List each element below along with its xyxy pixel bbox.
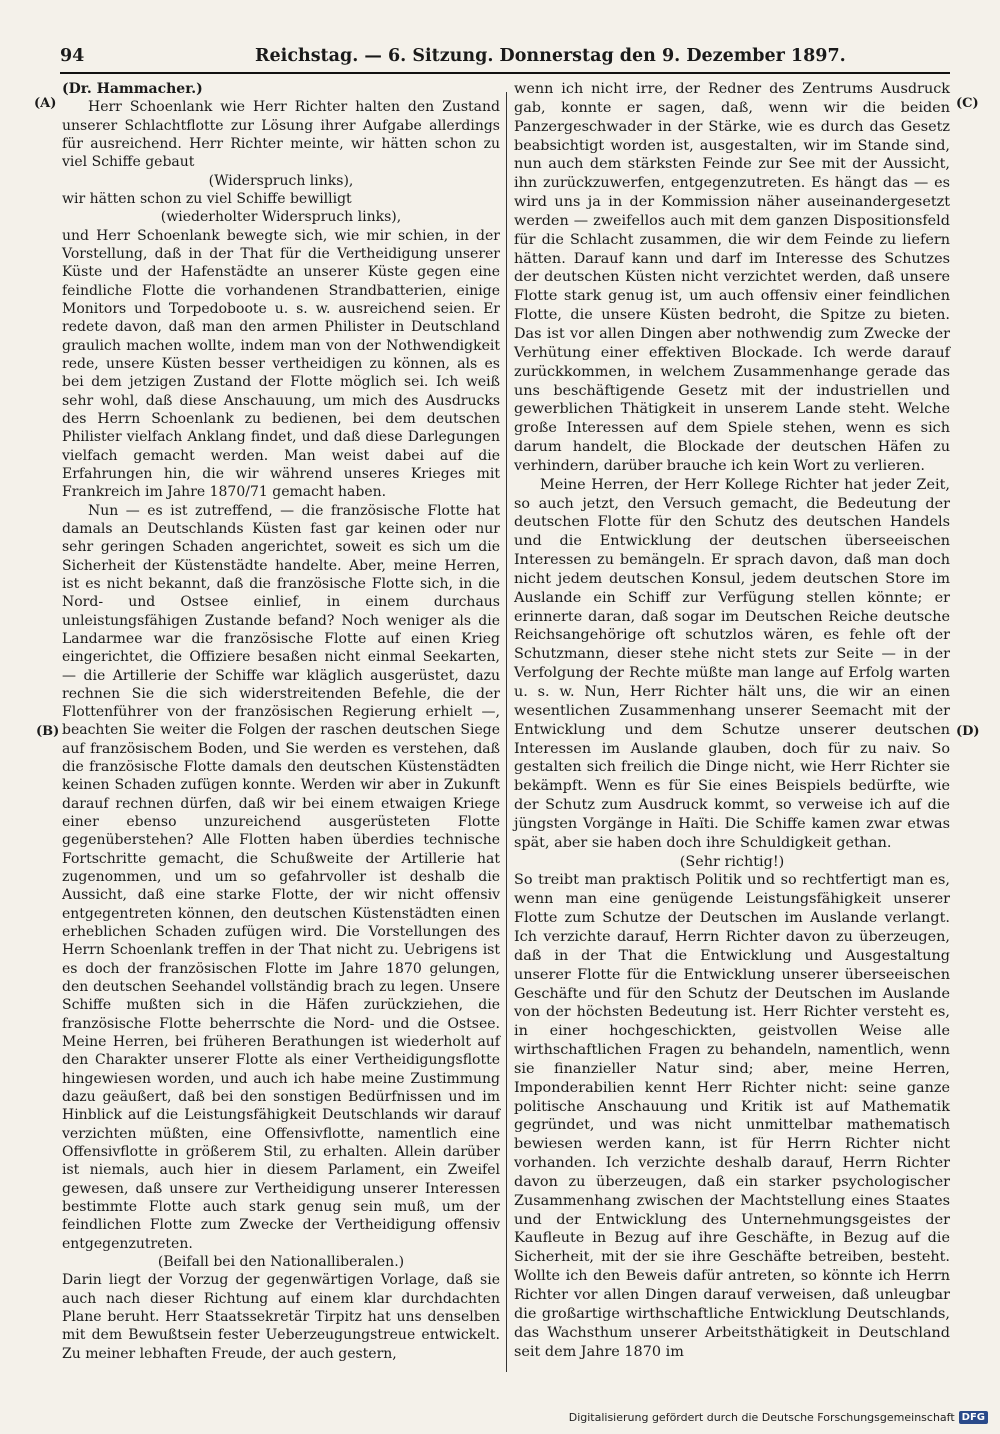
margin-marker-d: (D)	[956, 724, 980, 739]
footer-credit: Digitalisierung gefördert durch die Deutsche Forschungsgemeinschaft	[568, 1411, 955, 1424]
page-header	[60, 46, 950, 74]
interjection: (wiederholter Widerspruch links),	[160, 209, 402, 226]
header-rule	[60, 72, 950, 74]
interjection: (Widerspruch links),	[208, 172, 354, 189]
interjection: (Sehr richtig!)	[679, 853, 785, 870]
left-column	[62, 80, 500, 1363]
paragraph: So treibt man praktisch Politik und so rechtfertigt man es, wenn man eine genügende Leistungsfähigkeit unserer Flotte zum Schutze der Deutschen im Auslande verlangt. Ich verzichte darauf, Herrn Richter davon zu überzeugen, daß in der That die Entwicklung und Ausgestaltung unserer Flotte für die Entwicklung unserer überseeischen Geschäfte und für den Schutz der Deutschen im Auslande von der höchsten Bedeutung ist. Herr Richter versteht es, in einer hochgeschickten, geistvollen Weise alle wirthschaftlichen Fragen zu behandeln, namentlich, wenn sie finanzieller Natur sind; aber, meine Herren, Imponderabilien kennt Herr Richter nicht: seine ganze politische Anschauung und Kritik ist auf Mathematik gegründet, und was nicht unmittelbar mathematisch bewiesen werden kann, ist für Herrn Richter nicht vorhanden. Ich verzichte deshalb darauf, Herrn Richter davon zu überzeugen, daß ein starker psychologischer Zusammenhang zwischen der Machtstellung eines Staates und der Entwicklung des Unternehmungsgeistes der Kaufleute in Bezug auf ihre Geschäfte, in Bezug auf die Sicherheit, mit der sie ihre Geschäfte betreiben, besteht. Wollte ich den Beweis dafür antreten, so könnte ich Herrn Richter vor allen Dingen darauf verweisen, daß unleugbar die großartige wirthschaftliche Entwicklung Deutschlands, das Wachsthum unserer Arbeitsthätigkeit in Deutschland seit dem Jahre 1870 im	[514, 872, 950, 1360]
right-column	[514, 80, 950, 1361]
paragraph: Herr Schoenlank wie Herr Richter halten den Zustand unserer Schlachtflotte zur Lösung ihrer Aufgabe allerdings für ausreichend. Herr Richter meinte, wir hätten schon zu viel Schiffe gebaut	[62, 99, 500, 171]
paragraph: Meine Herren, der Herr Kollege Richter hat jeder Zeit, so auch jetzt, den Versuch gemacht, die Bedeutung der deutschen Flotte für den Schutz des deutschen Handels und die Entwicklung der deutschen überseeischen Interessen zu bemängeln. Er sprach davon, daß man doch nicht jedem deutschen Konsul, jedem deutschen Store im Auslande ein Schiff zur Verfügung stellen könnte; er erinnerte daran, daß sogar im Deutschen Reiche deutsche Reichsangehörige oft schutzlos wären, es fehle oft der Schutzmann, dieser stehe nicht stets zur Seite — in der Verfolgung der Rechte müßte man lange auf Erfolg warten u. s. w. Nun, Herr Richter hält uns, die wir an einen wesentlichen Zusammenhang unserer Seemacht mit der Entwicklung und dem Schutze unserer deutschen Interessen im Auslande glauben, doch für zu naiv. So gestalten sich freilich die Dinge nicht, wie Herr Richter sie bekämpft. Wenn es für Sie eines Beispiels bedürfte, wie der Schutz zum Ausdruck kommt, so verweise ich auf die jüngsten Vorgänge in Haïti. Die Schiffe kamen zwar etwas spät, aber sie haben doch ihre Schuldigkeit gethan.	[514, 476, 950, 851]
page-number: 94	[60, 46, 85, 66]
paragraph: wenn ich nicht irre, der Redner des Zentrums Ausdruck gab, konnte er sagen, daß, wenn wir die beiden Panzergeschwader in der Stärke, wie es durch das Gesetz beabsichtigt worden ist, ausgestalten, wir im Stande sind, nun auch dem stärksten Feinde zur See mit der Aussicht, ihn zurückzuwerfen, entgegenzutreten. Es hängt das — es wird uns ja in der Kommission näher auseinandergesetzt werden — zweifellos auch mit dem ganzen Dispositionsfeld für die Schlacht zusammen, die wir dem Feinde zu liefern hätten. Darauf kann und darf im Interesse des Schutzes der deutschen Küsten nicht verzichtet werden, daß unsere Flotte stark genug ist, um auch offensiv einer feindlichen Flotte, die unsere Küsten bedroht, die Spitze zu bieten. Das ist vor allen Dingen aber nothwendig zum Zwecke der Verhütung einer effektiven Blockade. Ich werde darauf zurückkommen, in welchem Zusammenhange gerade das uns beschäftigende Gesetz mit der industriellen und gewerblichen Thätigkeit in unserem Lande steht. Welche große Interessen auf dem Spiele stehen, wenn es sich darum handelt, die Blockade der deutschen Häfen zu verhindern, darüber brauche ich kein Wort zu verlieren.	[514, 81, 950, 474]
margin-marker-a: (A)	[34, 96, 57, 111]
margin-marker-c: (C)	[956, 96, 979, 111]
paragraph: Nun — es ist zutreffend, — die französische Flotte hat damals an Deutschlands Küsten fast gar keinen oder nur sehr geringen Schaden angerichtet, soweit es sich um die Sicherheit der Küstenstädte handelte. Aber, meine Herren, ist es nicht bekannt, daß die französische Flotte sich, in die Nord- und Ostsee einlief, in einem durchaus unleistungsfähigen Zustande befand? Noch weniger als die Landarmee war die französische Flotte auf einen Krieg eingerichtet, die Offiziere besaßen nicht einmal Seekarten, — die Artillerie der Schiffe war kläglich ausgerüstet, dazu rechnen Sie die sich widerstreitenden Befehle, die der Flottenführer von der französischen Regierung erhielt —, beachten Sie weiter die Folgen der raschen deutschen Siege auf französischem Boden, und Sie werden es verstehen, daß die französische Flotte damals den deutschen Küstenstädten keinen Schaden zufügen konnte. Werden wir aber in Zukunft darauf rechnen dürfen, daß wir bei einem etwaigen Kriege einer ebenso unzureichend ausgerüsteten Flotte gegenüberstehen? Alle Flotten haben überdies technische Fortschritte gemacht, die Schußweite der Artillerie hat zugenommen, und um so gefahrvoller ist deshalb die Aussicht, daß eine starke Flotte, der wir nicht offensiv entgegentreten können, den deutschen Küstenstädten einen erheblichen Schaden zufügen wird. Die Vorstellungen des Herrn Schoenlank treffen in der That nicht zu. Uebrigens ist es doch der französischen Flotte im Jahre 1870 gelungen, den deutschen Seehandel vollständig brach zu legen. Unsere Schiffe mußten sich in die Häfen zurückziehen, die französische Flotte beherrschte die Nord- und die Ostsee. Meine Herren, bei früheren Berathungen ist wiederholt auf den Charakter unserer Flotte als einer Vertheidigungsflotte hingewiesen worden, und auch ich habe meine Zustimmung dazu geäußert, daß bei den sonstigen Bedürfnissen und im Hinblick auf die Leistungsfähigkeit Deutschlands wir darauf verzichten müßten, eine Offensivflotte, namentlich eine Offensivflotte in größerem Stil, zu erhalten. Allein darüber ist niemals, auch hier in diesem Parlament, ein Zweifel gewesen, daß unsere zur Vertheidigung unserer Interessen bestimmte Flotte auch stark genug sein muß, um der feindlichen Flotte zum Zwecke der Vertheidigung offensiv entgegenzutreten.	[62, 502, 500, 1252]
column-divider	[506, 92, 507, 1372]
speaker-label: (Dr. Hammacher.)	[62, 81, 203, 97]
paragraph: wir hätten schon zu viel Schiffe bewilligt	[62, 190, 352, 207]
margin-marker-b: (B)	[36, 724, 60, 739]
running-title: Reichstag. — 6. Sitzung. Donnerstag den 9. Dezember 1897.	[255, 46, 846, 66]
paragraph: und Herr Schoenlank bewegte sich, wie mir schien, in der Vorstellung, daß in der That für die Vertheidigung unserer Küste und der Hafenstädte an unserer Küste gegen eine feindliche Flotte die vorhandenen Strandbatterien, einige Monitors und Torpedoboote u. s. w. ausreichend seien. Er redete davon, daß man den armen Philister in Deutschland graulich machen wollte, indem man von der Nothwendigkeit rede, unsere Küsten besser vertheidigen zu können, als es bei dem jetzigen Zustand der Flotte möglich sei. Ich weiß sehr wohl, daß diese Anschauung, um mich des Ausdrucks des Herrn Schoenlank zu bedienen, bei dem deutschen Philister vielfach Anklang findet, und daß diese Darlegungen vielfach gemacht werden. Man weist dabei auf die Erfahrungen hin, die wir während unseres Krieges mit Frankreich im Jahre 1870/71 gemacht haben.	[62, 227, 500, 501]
interjection: (Beifall bei den Nationalliberalen.)	[157, 1254, 405, 1270]
dfg-logo: DFG	[959, 1411, 988, 1424]
footer	[569, 1411, 988, 1424]
paragraph: Darin liegt der Vorzug der gegenwärtigen Vorlage, daß sie auch nach dieser Richtung auf einem klar durchdachten Plane beruht. Herr Staatssekretär Tirpitz hat uns denselben mit dem Bewußtsein fester Ueberzeugungstreue entwickelt. Zu meiner lebhaften Freude, der auch gestern,	[62, 1272, 500, 1362]
